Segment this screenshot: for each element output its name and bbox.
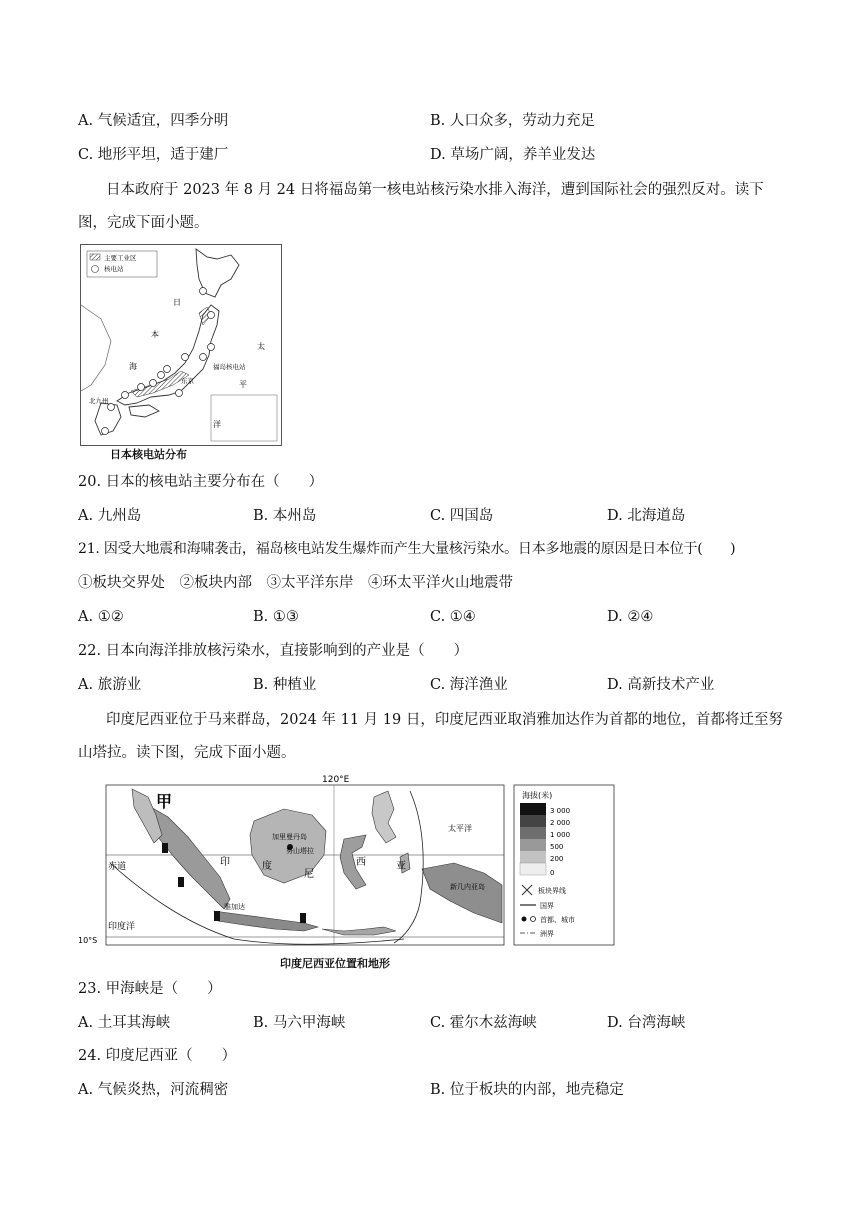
label-ri: 日: [173, 298, 181, 307]
label-nusantara: 努山塔拉: [286, 847, 314, 855]
q19-option-b: B. 人口众多，劳动力充足: [430, 113, 595, 129]
city-marker: [300, 913, 306, 923]
legend-plate-label: 板块界线: [538, 887, 566, 895]
legend-continent-label: 洲界: [540, 930, 554, 938]
q22-option-a: A. 旅游业: [78, 677, 142, 693]
label-ping: 平: [239, 380, 247, 389]
japan-map-caption: 日本核电站分布: [110, 448, 187, 461]
q19-option-c: C. 地形平坦，适于建厂: [78, 147, 229, 163]
legend-title: 海拔(米): [522, 791, 553, 800]
q23-option-c: C. 霍尔木兹海峡: [430, 1015, 537, 1031]
label-ni: 尼: [304, 869, 314, 880]
indonesia-map-svg: [78, 773, 616, 951]
q21-option-a: A. ①②: [78, 609, 124, 625]
legend-nuclear-label: 核电站: [104, 265, 124, 273]
shikoku-outline: [129, 405, 159, 417]
label-yang: 洋: [213, 420, 221, 429]
label-kitakyushu: 北九州: [89, 397, 109, 405]
q23-option-b: B. 马六甲海峡: [253, 1015, 346, 1031]
q20-option-b: B. 本州岛: [253, 508, 317, 524]
elev-label: 1 000: [550, 831, 571, 839]
korea-coast: [81, 305, 111, 391]
legend-capital-label: 首都、城市: [540, 916, 575, 924]
q21-option-b: B. ①③: [253, 609, 299, 625]
label-pacific: 太平洋: [448, 824, 472, 833]
q21-stem: 21. 因受大地震和海啸袭击，福岛核电站发生爆炸而产生大量核污染水。日本多地震的原因是日本位于( ): [78, 541, 736, 557]
label-fukushima: 福岛核电站: [213, 363, 246, 371]
q21-option-c: C. ①④: [430, 609, 476, 625]
japan-map-svg: [81, 245, 281, 445]
label-10s: 10°S: [78, 936, 98, 945]
label-new-guinea: 新几内亚岛: [450, 883, 485, 891]
label-jakarta: 雅加达: [224, 903, 245, 911]
label-kalimantan: 加里曼丹岛: [272, 833, 307, 841]
q24-option-a: A. 气候炎热，河流稠密: [78, 1082, 229, 1098]
city-legend-icon: [531, 917, 536, 922]
nuclear-legend-icon: [92, 266, 99, 273]
label-equator: 赤道: [108, 862, 127, 872]
q22-option-d: D. 高新技术产业: [607, 677, 715, 693]
legend-border-label: 国界: [540, 902, 554, 910]
q24-option-b: B. 位于板块的内部，地壳稳定: [430, 1082, 624, 1098]
capital-legend-icon: [522, 917, 527, 922]
q23-option-d: D. 台湾海峡: [607, 1015, 686, 1031]
elev-label: 200: [550, 855, 564, 863]
lon-label: 120°E: [322, 775, 350, 785]
japan-map: [80, 244, 282, 446]
legend-industrial-label: 主要工业区: [104, 254, 137, 262]
elev-label: 500: [550, 843, 564, 851]
indonesia-map-caption: 印度尼西亚位置和地形: [280, 957, 390, 970]
intro-indonesia: 印度尼西亚位于马来群岛，2024 年 11 月 19 日，印度尼西亚取消雅加达作为首都的地位，首都将迁至努山塔拉。读下图，完成下面小题。: [78, 712, 783, 761]
label-jia: 甲: [156, 792, 173, 811]
inset-frame: [211, 395, 277, 441]
q23-stem: 23. 甲海峡是（ ）: [78, 981, 222, 997]
q22-option-b: B. 种植业: [253, 677, 317, 693]
label-tai: 太: [257, 342, 265, 351]
q20-option-a: A. 九州岛: [78, 508, 142, 524]
indonesia-map: [78, 773, 616, 951]
label-du: 度: [262, 861, 272, 872]
industrial-legend-icon: [90, 254, 100, 260]
q20-stem: 20. 日本的核电站主要分布在（ ）: [78, 474, 324, 490]
elev-label: 0: [550, 869, 555, 877]
q22-stem: 22. 日本向海洋排放核污染水，直接影响到的产业是（ ）: [78, 643, 469, 659]
q21-option-d: D. ②④: [607, 609, 654, 625]
intro-japan: 日本政府于 2023 年 8 月 24 日将福岛第一核电站核污染水排入海洋，遭到国际社会的强烈反对。读下图，完成下面小题。: [78, 182, 764, 231]
q19-option-d: D. 草场广阔，养羊业发达: [430, 147, 596, 163]
city-marker: [162, 843, 168, 853]
label-ya: 亚: [396, 861, 406, 872]
q23-option-a: A. 土耳其海峡: [78, 1015, 171, 1031]
city-marker: [178, 877, 184, 887]
label-tokyo: 东京: [181, 377, 194, 385]
jakarta-marker: [214, 911, 220, 921]
label-yin: 印: [220, 857, 230, 868]
label-hai: 海: [129, 362, 137, 371]
elev-label: 3 000: [550, 807, 571, 815]
q22-option-c: C. 海洋渔业: [430, 677, 508, 693]
elev-label: 2 000: [550, 819, 571, 827]
q24-stem: 24. 印度尼西亚（ ）: [78, 1048, 237, 1064]
label-ben: 本: [151, 330, 159, 339]
label-indian-ocean: 印度洋: [108, 922, 136, 932]
q21-choices: ①板块交界处 ②板块内部 ③太平洋东岸 ④环太平洋火山地震带: [78, 575, 513, 591]
q20-option-d: D. 北海道岛: [607, 508, 686, 524]
label-xi: 西: [356, 857, 366, 868]
q19-option-a: A. 气候适宜，四季分明: [78, 113, 229, 129]
q20-option-c: C. 四国岛: [430, 508, 494, 524]
